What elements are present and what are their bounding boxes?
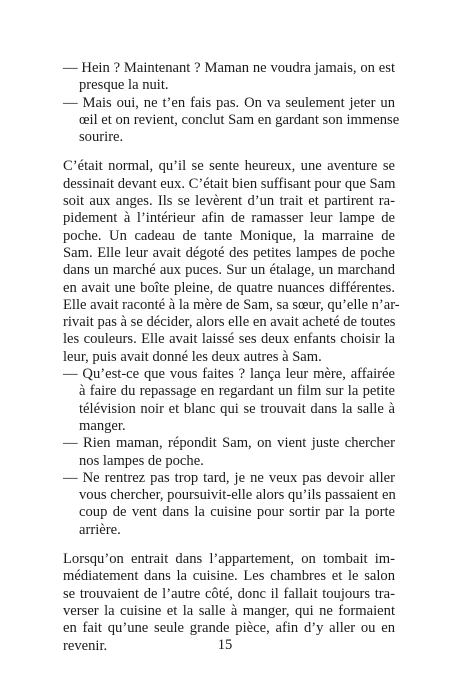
text-line: sourire. [79,129,124,146]
text-line: rivait pas à se décider, alors elle en avait acheté de toutes [63,314,396,331]
text-line: revenir. [63,637,108,654]
text-line: manger. [79,417,126,434]
paragraph [63,94,400,147]
text-line: dessinait devant eux. C’était bien suffisant pour que Sam [63,175,396,192]
paragraph [63,366,395,435]
text-line: — Hein ? Maintenant ? Maman ne voudra jamais, on est [63,60,395,76]
paragraph-gap [63,539,395,551]
text-line: Lorsqu’on entrait dans l’appartement, on tombait im- [63,551,395,568]
text-line: en avait une boîte pleine, de quatre nuances différentes. [63,279,395,296]
text-line: œil et on revient, conclut Sam en gardant son immense [79,111,400,128]
page-body [63,60,400,655]
text-line: vous chercher, poursuivit-elle alors qu’ils passaient en [79,487,396,504]
page-number: 15 [217,637,233,653]
text-line: verser la cuisine et la salle à manger, qui ne formaient [63,602,395,619]
text-line: Elle avait raconté à la mère de Sam, sa sœur, qu’elle n’ar- [63,296,400,313]
text-line: coup de vent dans la cuisine pour sortir par la porte [79,504,395,521]
text-line: presque la nuit. [79,77,169,94]
text-line: médiatement dans la cuisine. Les chambres et le salon [63,568,395,585]
paragraph [63,470,395,539]
text-line: en fait qu’une seule grande pièce, afin d’y aller ou en [63,620,395,637]
text-line: — Rien maman, répondit Sam, on vient juste chercher [63,435,395,452]
text-line: télévision noir et blanc qui se trouvait dans la salle à [79,400,395,417]
text-line: leur, puis avait donné les deux autres à Sam. [63,348,322,365]
text-line: C’était normal, qu’il se sente heureux, une aventure se [63,158,395,175]
paragraph [63,435,395,470]
text-line: — Mais oui, ne t’en fais pas. On va seulement jeter un [63,94,395,111]
text-line: nos lampes de poche. [79,452,204,469]
text-line: à faire du repassage en regardant un film sur la petite [79,383,395,400]
paragraph [63,60,395,95]
text-line: Sam. Elle leur avait dégoté des petites lampes de poche [63,244,395,261]
text-line: poche. Un cadeau de tante Monique, la marraine de [63,227,395,244]
paragraph [63,158,400,366]
text-line: arrière. [79,521,121,538]
text-line: pidement à l’intérieur afin de ramasser leur lampe de [63,210,395,227]
text-line: soit aux anges. Ils se levèrent d’un trait et partirent ra- [63,193,395,210]
text-line: — Ne rentrez pas trop tard, je ne veux pas devoir aller [63,469,395,486]
text-line: les couleurs. Elle avait laissé ses deux enfants choisir la [63,331,395,348]
text-line: se trouvaient de l’autre côté, donc il fallait toujours tra- [63,585,395,602]
text-line: dans un marché aux puces. Sur un étalage, un marchand [63,262,395,279]
paragraph-gap [63,146,395,158]
text-line: — Qu’est-ce que vous faites ? lança leur mère, affairée [63,366,395,383]
